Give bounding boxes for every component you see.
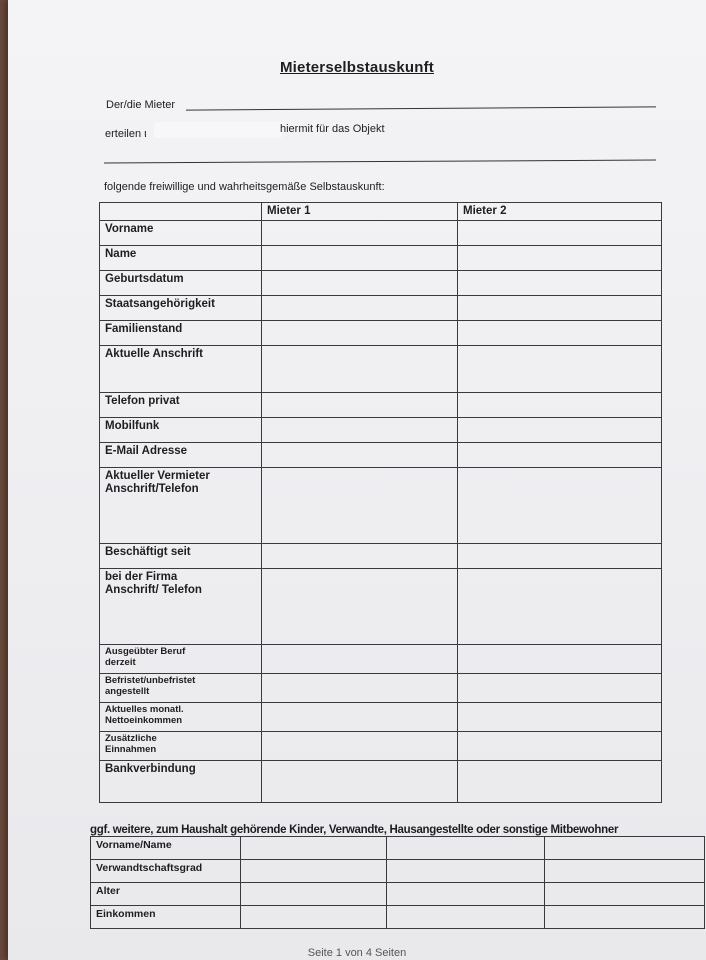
tenant-2-cell[interactable] <box>458 569 662 645</box>
tenant-1-cell[interactable] <box>262 346 458 393</box>
row-label: Mobilfunk <box>100 418 262 443</box>
extra-heading: ggf. weitere, zum Haushalt gehörende Kinder, Verwandte, Hausangestellte oder sonstige Mitbewohner <box>90 824 619 836</box>
object-label: hiermit für das Objekt <box>280 123 385 135</box>
redacted-name <box>154 122 282 138</box>
row-label: Aktueller Vermieter Anschrift/Telefon <box>100 468 262 544</box>
grant-label: erteilen ι <box>105 128 147 140</box>
form-title: Mieterselbstauskunft <box>279 59 435 76</box>
table-row <box>100 346 662 393</box>
tenant-2-cell[interactable] <box>458 418 662 443</box>
tenant-1-cell[interactable] <box>262 246 458 271</box>
tenant-1-cell[interactable] <box>262 393 458 418</box>
household-row <box>91 837 705 860</box>
table-row <box>100 393 662 418</box>
tenant-2-cell[interactable] <box>458 346 662 393</box>
table-row <box>100 674 662 703</box>
tenant-2-cell[interactable] <box>458 761 662 803</box>
tenant-2-cell[interactable] <box>458 271 662 296</box>
row-label: Vorname <box>100 221 262 246</box>
table-row <box>100 544 662 569</box>
household-cell[interactable] <box>241 883 387 906</box>
household-cell[interactable] <box>545 883 705 906</box>
row-label: Beschäftigt seit <box>100 544 262 569</box>
household-row <box>91 860 705 883</box>
tenant-2-cell[interactable] <box>458 296 662 321</box>
table-row <box>100 246 662 271</box>
header-tenant-1: Mieter 1 <box>262 203 458 221</box>
tenant-1-cell[interactable] <box>262 569 458 645</box>
tenant-1-cell[interactable] <box>262 761 458 803</box>
header-tenant-2: Mieter 2 <box>458 203 662 221</box>
household-cell[interactable] <box>387 860 545 883</box>
tenant-1-cell[interactable] <box>262 703 458 732</box>
household-cell[interactable] <box>241 906 387 929</box>
row-label: Bankverbindung <box>100 761 262 803</box>
tenant-1-cell[interactable] <box>262 544 458 569</box>
tenant-1-cell[interactable] <box>262 296 458 321</box>
household-cell[interactable] <box>387 906 545 929</box>
row-label: Geburtsdatum <box>100 271 262 296</box>
table-row <box>100 569 662 645</box>
household-cell[interactable] <box>241 837 387 860</box>
row-label: Ausgeübter Beruf derzeit <box>100 645 262 674</box>
tenant-label: Der/die Mieter <box>106 99 176 111</box>
household-cell[interactable] <box>545 837 705 860</box>
tenant-1-cell[interactable] <box>262 443 458 468</box>
household-row-label: Einkommen <box>91 906 241 929</box>
row-label: Zusätzliche Einnahmen <box>100 732 262 761</box>
table-row <box>100 761 662 803</box>
tenant-2-cell[interactable] <box>458 703 662 732</box>
tenant-2-cell[interactable] <box>458 732 662 761</box>
household-row <box>91 883 705 906</box>
table-row <box>100 321 662 346</box>
form-page <box>8 0 706 960</box>
table-row <box>100 645 662 674</box>
tenant-1-cell[interactable] <box>262 321 458 346</box>
table-row <box>100 221 662 246</box>
tenant-2-cell[interactable] <box>458 674 662 703</box>
tenant-1-cell[interactable] <box>262 645 458 674</box>
tenant-2-cell[interactable] <box>458 645 662 674</box>
intro-text: folgende freiwillige und wahrheitsgemäße Selbstauskunft: <box>104 181 385 193</box>
tenant-table <box>99 202 662 803</box>
tenant-2-cell[interactable] <box>458 443 662 468</box>
row-label: Befristet/unbefristet angestellt <box>100 674 262 703</box>
table-row <box>100 732 662 761</box>
household-cell[interactable] <box>545 860 705 883</box>
row-label: Name <box>100 246 262 271</box>
row-label: Familienstand <box>100 321 262 346</box>
household-cell[interactable] <box>545 906 705 929</box>
tenant-2-cell[interactable] <box>458 468 662 544</box>
household-cell[interactable] <box>387 837 545 860</box>
tenant-2-cell[interactable] <box>458 246 662 271</box>
tenant-1-cell[interactable] <box>262 271 458 296</box>
tenant-2-cell[interactable] <box>458 544 662 569</box>
table-row <box>100 443 662 468</box>
tenant-1-cell[interactable] <box>262 732 458 761</box>
row-label: E-Mail Adresse <box>100 443 262 468</box>
tenant-2-cell[interactable] <box>458 321 662 346</box>
row-label: Staatsangehörigkeit <box>100 296 262 321</box>
page-footer: Seite 1 von 4 Seiten <box>307 947 407 959</box>
tenant-2-cell[interactable] <box>458 393 662 418</box>
tenant-1-cell[interactable] <box>262 418 458 443</box>
table-row <box>100 296 662 321</box>
table-row <box>100 271 662 296</box>
row-label: Aktuelles monatl. Nettoeinkommen <box>100 703 262 732</box>
tenant-1-cell[interactable] <box>262 674 458 703</box>
row-label: bei der Firma Anschrift/ Telefon <box>100 569 262 645</box>
table-row <box>100 468 662 544</box>
household-row-label: Alter <box>91 883 241 906</box>
household-cell[interactable] <box>241 860 387 883</box>
household-row <box>91 906 705 929</box>
table-header-row <box>100 203 662 221</box>
tenant-line[interactable] <box>186 106 656 110</box>
row-label: Telefon privat <box>100 393 262 418</box>
row-label: Aktuelle Anschrift <box>100 346 262 393</box>
tenant-1-cell[interactable] <box>262 468 458 544</box>
household-row-label: Verwandtschaftsgrad <box>91 860 241 883</box>
tenant-2-cell[interactable] <box>458 221 662 246</box>
table-row <box>100 418 662 443</box>
household-cell[interactable] <box>387 883 545 906</box>
household-row-label: Vorname/Name <box>91 837 241 860</box>
household-table <box>90 836 705 929</box>
object-line[interactable] <box>104 160 656 164</box>
tenant-1-cell[interactable] <box>262 221 458 246</box>
table-row <box>100 703 662 732</box>
header-cell <box>100 203 262 221</box>
